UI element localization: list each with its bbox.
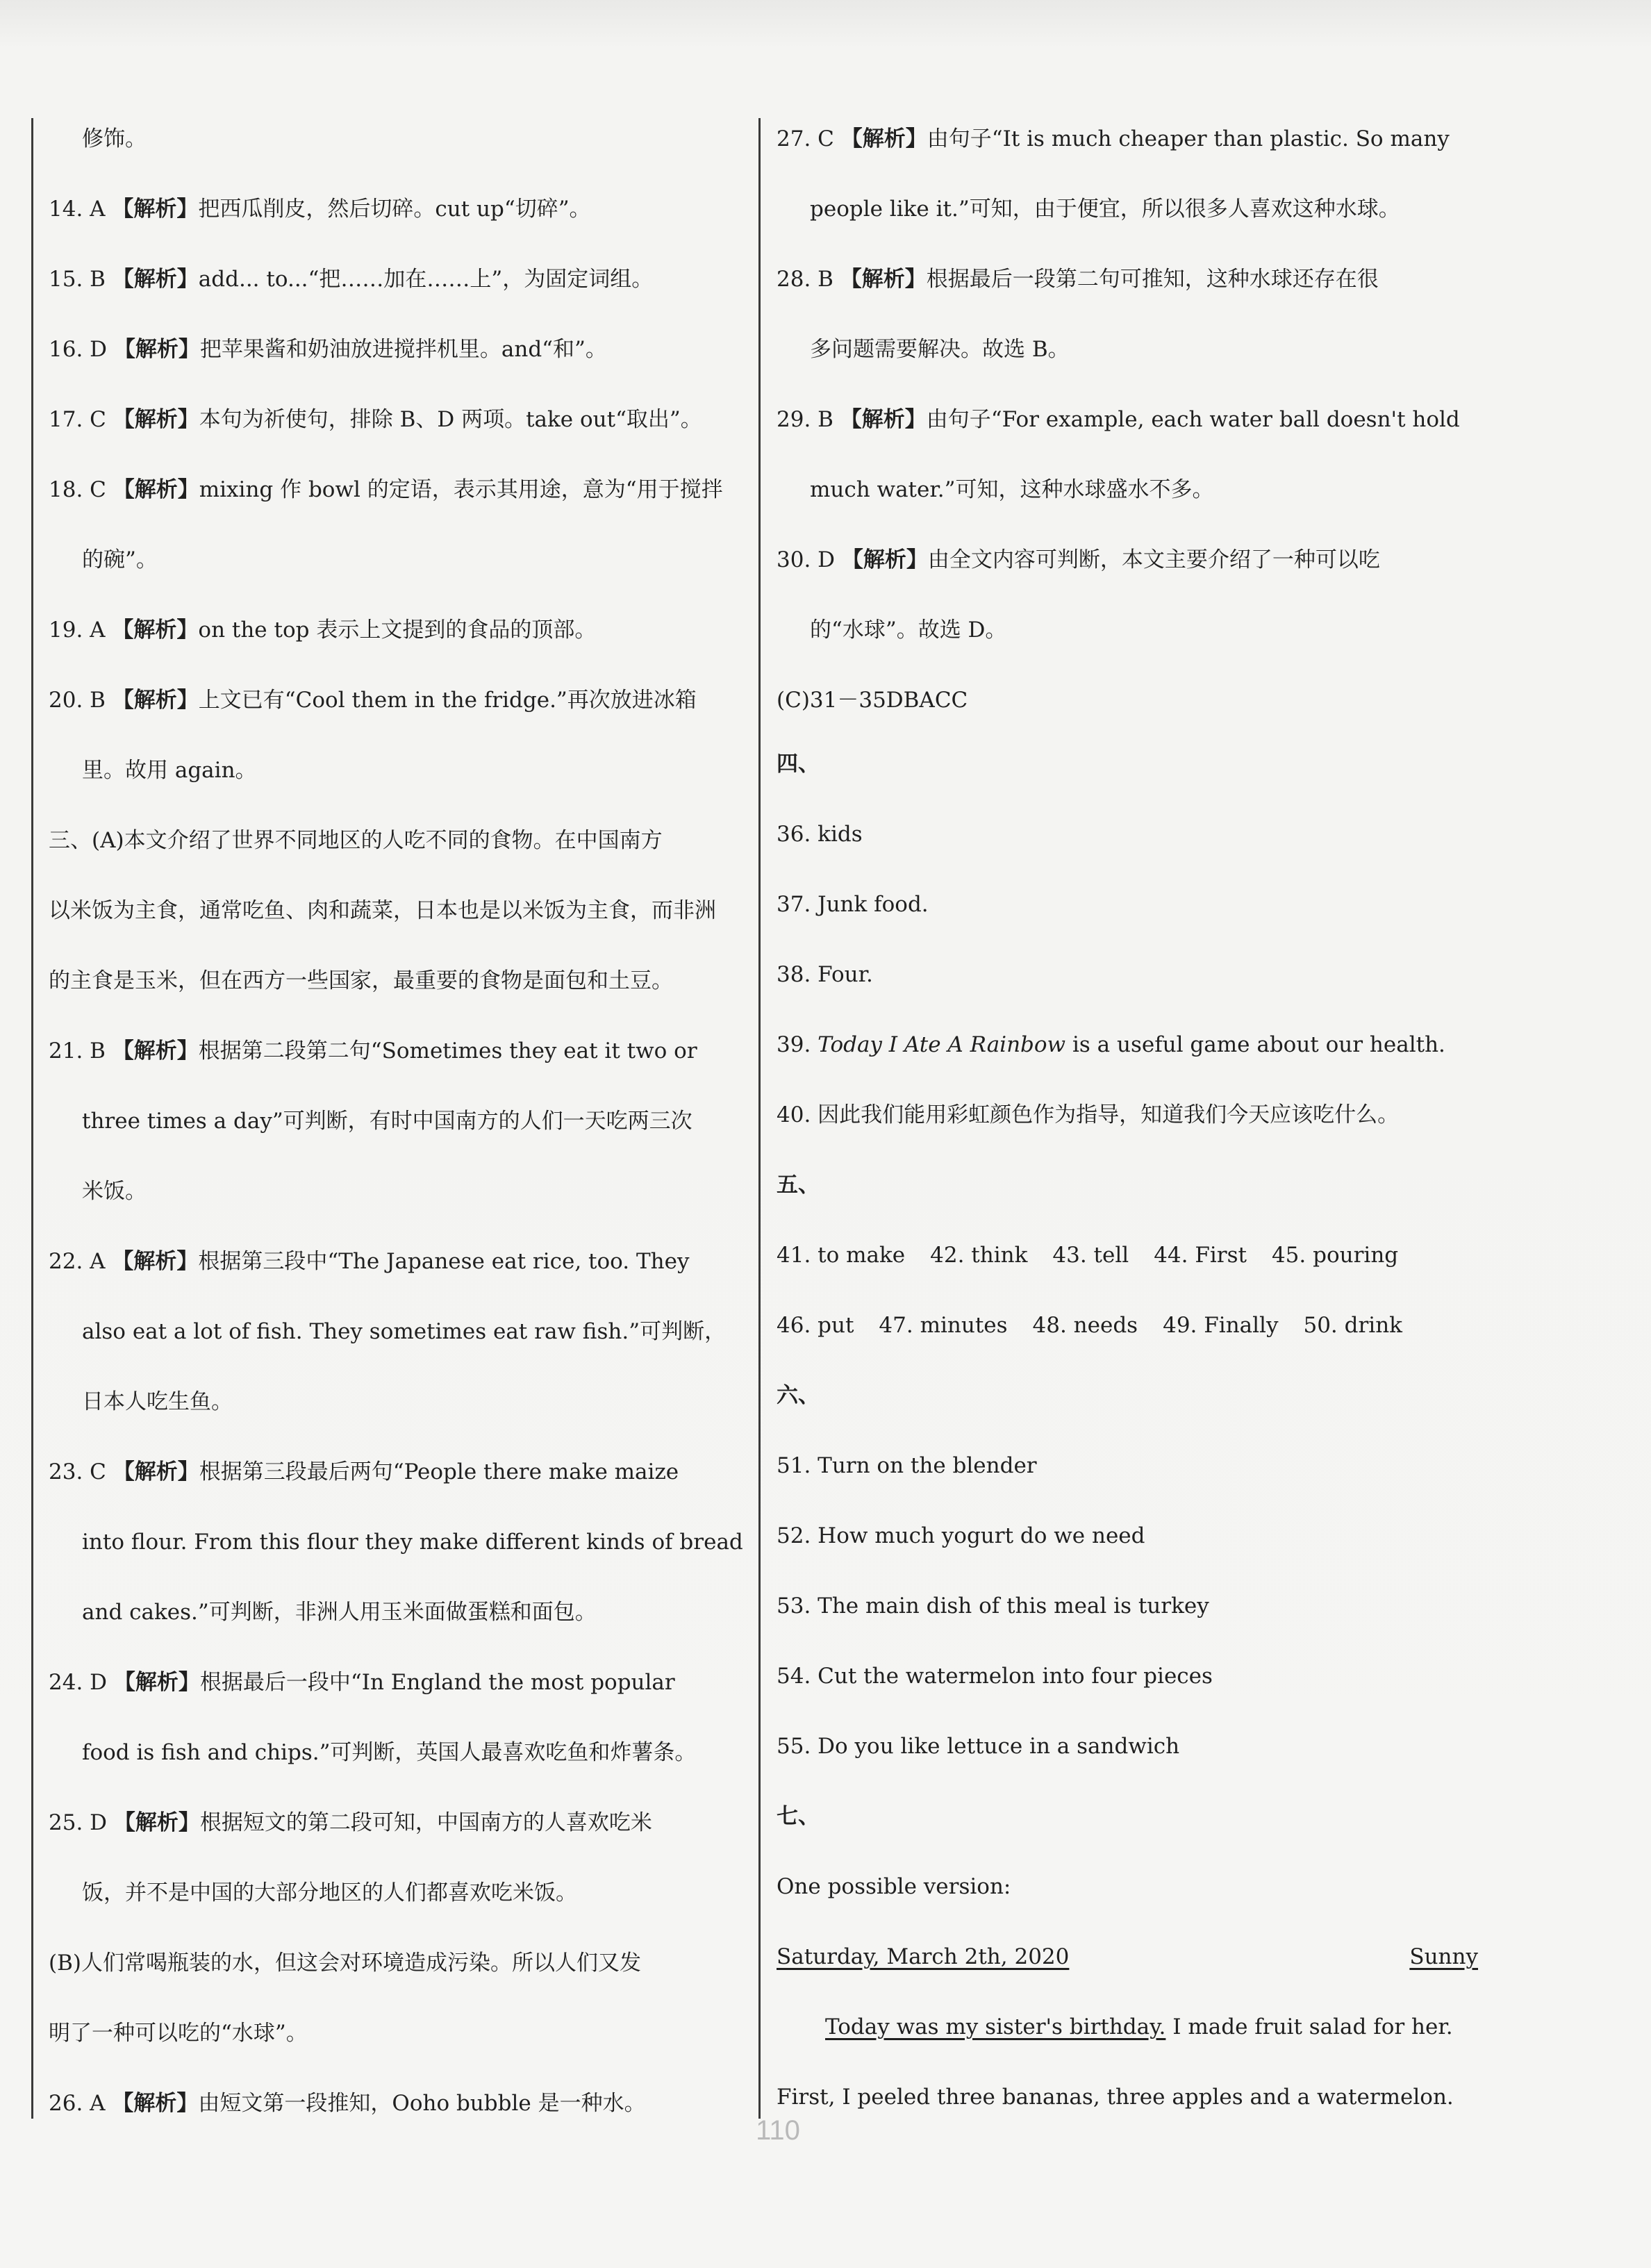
answer-54: 54. Cut the watermelon into four pieces [777, 1664, 1213, 1689]
answer-39 [777, 1024, 1445, 1066]
section-six-heading: 六、 [777, 1383, 820, 1408]
question-number: 24. D [49, 1670, 114, 1695]
line-text: 本句为祈使句，排除 B、D 两项。take out“取出”。 [199, 407, 702, 432]
blank-answer: 46. put [777, 1313, 854, 1338]
analysis-tag: 【解析】 [841, 547, 928, 572]
analysis-tag: 【解析】 [113, 477, 199, 502]
question-number: 29. B [777, 407, 840, 432]
analysis-tag: 【解析】 [113, 1810, 200, 1835]
question-number: 30. D [777, 547, 842, 572]
right-answer-line [777, 539, 1380, 581]
line-text: 修饰。 [82, 126, 147, 151]
right-answer-line [777, 469, 1213, 511]
left-answer-line [49, 1662, 675, 1703]
page-number: 110 [756, 2115, 800, 2146]
answer-53: 53. The main dish of this meal is turkey [777, 1594, 1209, 1619]
blank-answer: 44. First [1154, 1243, 1247, 1268]
left-answer-line [49, 1241, 690, 1282]
answer-40: 40. 因此我们能用彩虹颜色作为指导，知道我们今天应该吃什么。 [777, 1102, 1400, 1127]
question-number: 25. D [49, 1810, 114, 1835]
analysis-tag: 【解析】 [840, 126, 927, 151]
question-number: 23. C [49, 1459, 113, 1484]
right-answer-line [777, 258, 1379, 300]
line-text: into flour. From this flour they make different kinds of bread [82, 1530, 743, 1555]
question-number: 26. A [49, 2091, 113, 2116]
line-text: much water.”可知，这种水球盛水不多。 [810, 477, 1214, 502]
blank-answer: 50. drink [1303, 1313, 1402, 1338]
blank-answer: 48. needs [1032, 1313, 1138, 1338]
line-text: mixing 作 bowl 的定语，表示其用途，意为“用于搅拌 [199, 477, 723, 502]
line-text: 的“水球”。故选 D。 [810, 618, 1007, 643]
line-text: 明了一种可以吃的“水球”。 [49, 2021, 308, 2046]
essay-line-1-underlined: Today was my sister's birthday. [825, 2014, 1166, 2039]
line-text: 根据最后一段中“In England the most popular [199, 1670, 675, 1695]
question-number: 17. C [49, 407, 113, 432]
left-answer-line [49, 2012, 308, 2054]
question-number: 27. C [777, 126, 841, 151]
blank-answer: 45. pouring [1271, 1243, 1399, 1268]
question-number: 18. C [49, 477, 113, 502]
essay-line-1-rest: I made fruit salad for her. [1172, 2014, 1453, 2039]
right-answer-line [777, 609, 1006, 651]
answer-37: 37. Junk food. [777, 892, 929, 917]
right-answer-line [777, 118, 1450, 160]
analysis-tag: 【解析】 [113, 1670, 200, 1695]
answer-39-rest: is a useful game about our health. [1072, 1032, 1445, 1057]
section-four-heading: 四、 [777, 752, 820, 777]
blank-answer: 47. minutes [879, 1313, 1008, 1338]
section-five-heading: 五、 [777, 1173, 820, 1198]
essay-intro: One possible version: [777, 1874, 1011, 1899]
left-answer-line [49, 1311, 726, 1352]
line-text: 根据短文的第二段可知，中国南方的人喜欢吃米 [199, 1810, 652, 1835]
question-number: 16. D [49, 337, 114, 362]
question-number: 19. A [49, 618, 113, 643]
line-text: on the top 表示上文提到的食品的顶部。 [198, 618, 597, 643]
left-answer-line [49, 469, 723, 511]
left-answer-line [49, 1521, 743, 1563]
essay-date-line [777, 1936, 1478, 1978]
blank-answer: 41. to make [777, 1243, 906, 1268]
left-answer-line [49, 188, 591, 230]
answer-51: 51. Turn on the blender [777, 1453, 1037, 1478]
line-text: 由句子“It is much cheaper than plastic. So many [927, 126, 1450, 151]
line-text: food is fish and chips.”可判断，英国人最喜欢吃鱼和炸薯条。 [82, 1740, 697, 1765]
analysis-tag: 【解析】 [113, 1459, 199, 1484]
left-answer-line [49, 1170, 147, 1212]
left-answer-line [49, 1802, 652, 1844]
left-answer-line [49, 820, 663, 861]
left-answer-line [49, 539, 158, 581]
right-answer-line [777, 399, 1460, 440]
section-seven-heading: 七、 [777, 1804, 820, 1829]
right-answer-line [777, 188, 1400, 230]
line-text: 把西瓜削皮，然后切碎。cut up“切碎”。 [198, 197, 591, 222]
analysis-tag: 【解析】 [112, 1249, 199, 1274]
left-answer-line [49, 750, 257, 791]
left-answer-line [49, 258, 653, 300]
answer-38: 38. Four. [777, 962, 873, 987]
essay-date: Saturday, March 2th, 2020 [777, 1944, 1070, 1969]
answers-41-45 [777, 1234, 1478, 1276]
left-answer-line [49, 1872, 577, 1914]
right-answer-line [777, 329, 1070, 370]
line-text: 里。故用 again。 [82, 758, 257, 783]
analysis-tag: 【解析】 [112, 688, 199, 713]
line-text: 三、(A)本文介绍了世界不同地区的人吃不同的食物。在中国南方 [49, 828, 663, 853]
column-divider [758, 118, 761, 2119]
line-text: 日本人吃生鱼。 [82, 1389, 233, 1414]
left-answer-line [49, 609, 596, 651]
line-text: 根据第三段最后两句“People there make maize [199, 1459, 679, 1484]
line-text: 的碗”。 [82, 547, 158, 572]
line-text: 米饭。 [82, 1179, 147, 1204]
left-answer-line [49, 1451, 679, 1493]
analysis-tag: 【解析】 [113, 337, 200, 362]
blank-answer: 42. think [930, 1243, 1028, 1268]
analysis-tag: 【解析】 [840, 267, 927, 292]
line-text: 多问题需要解决。故选 B。 [810, 337, 1070, 362]
line-text: 以米饭为主食，通常吃鱼、肉和蔬菜，日本也是以米饭为主食，而非洲 [49, 898, 716, 923]
left-answer-line [49, 960, 673, 1002]
left-answer-line [49, 1100, 692, 1142]
left-margin-rule [31, 118, 33, 2119]
line-text: 由句子“For example, each water ball doesn't hold [926, 407, 1460, 432]
question-number: 15. B [49, 267, 113, 292]
line-text: (C)31－35DBACC [777, 688, 968, 713]
line-text: 由全文内容可判断，本文主要介绍了一种可以吃 [927, 547, 1380, 572]
line-text: three times a day”可判断，有时中国南方的人们一天吃两三次 [82, 1109, 692, 1134]
line-text: 把苹果酱和奶油放进搅拌机里。and“和”。 [199, 337, 607, 362]
left-answer-line [49, 1591, 597, 1633]
question-number: 22. A [49, 1249, 113, 1274]
answer-39-title: Today I Ate A Rainbow [818, 1032, 1066, 1057]
left-answer-line [49, 1732, 696, 1773]
analysis-tag: 【解析】 [840, 407, 927, 432]
question-number: 20. B [49, 688, 113, 713]
analysis-tag: 【解析】 [112, 267, 199, 292]
line-text: 上文已有“Cool them in the fridge.”再次放进冰箱 [198, 688, 697, 713]
left-answer-line [49, 329, 607, 370]
question-number: 14. A [49, 197, 113, 222]
answer-36: 36. kids [777, 822, 863, 847]
analysis-tag: 【解析】 [112, 197, 199, 222]
line-text: and cakes.”可判断，非洲人用玉米面做蛋糕和面包。 [82, 1600, 597, 1625]
line-text: 的主食是玉米，但在西方一些国家，最重要的食物是面包和土豆。 [49, 968, 673, 993]
line-text: 由短文第一段推知，Ooho bubble 是一种水。 [198, 2091, 646, 2116]
line-text: also eat a lot of fish. They sometimes eat raw fish.”可判断， [82, 1319, 727, 1344]
blank-answer: 43. tell [1052, 1243, 1129, 1268]
analysis-tag: 【解析】 [112, 1038, 199, 1063]
line-text: (B)人们常喝瓶装的水，但这会对环境造成污染。所以人们又发 [49, 1951, 641, 1976]
line-text: add... to...“把……加在……上”，为固定词组。 [198, 267, 654, 292]
blank-answer: 49. Finally [1163, 1313, 1279, 1338]
analysis-tag: 【解析】 [112, 618, 199, 643]
line-text: 根据第三段中“The Japanese eat rice, too. They [198, 1249, 690, 1274]
answer-39-num: 39. [777, 1032, 811, 1057]
line-text: 饭，并不是中国的大部分地区的人们都喜欢吃米饭。 [82, 1880, 577, 1905]
left-answer-line [49, 890, 716, 932]
essay-weather: Sunny [1409, 1944, 1478, 1969]
answers-46-50 [777, 1305, 1478, 1346]
left-answer-line [49, 2083, 646, 2124]
left-answer-line [49, 679, 697, 721]
left-answer-line [49, 118, 147, 160]
left-answer-line [49, 1381, 233, 1423]
line-text: people like it.”可知，由于便宜，所以很多人喜欢这种水球。 [810, 197, 1400, 222]
essay-line-1 [777, 2006, 1453, 2048]
right-answer-line [777, 679, 968, 721]
left-answer-line [49, 1942, 641, 1984]
left-answer-line [49, 399, 702, 440]
analysis-tag: 【解析】 [112, 2091, 199, 2116]
answer-52: 52. How much yogurt do we need [777, 1523, 1145, 1548]
question-number: 21. B [49, 1038, 113, 1063]
analysis-tag: 【解析】 [113, 407, 199, 432]
question-number: 28. B [777, 267, 840, 292]
left-answer-line [49, 1030, 697, 1072]
line-text: 根据最后一段第二句可推知，这种水球还存在很 [926, 267, 1379, 292]
line-text: 根据第二段第二句“Sometimes they eat it two or [198, 1038, 697, 1063]
essay-line-2: First, I peeled three bananas, three apples and a watermelon. [777, 2085, 1454, 2110]
answer-55: 55. Do you like lettuce in a sandwich [777, 1734, 1180, 1759]
